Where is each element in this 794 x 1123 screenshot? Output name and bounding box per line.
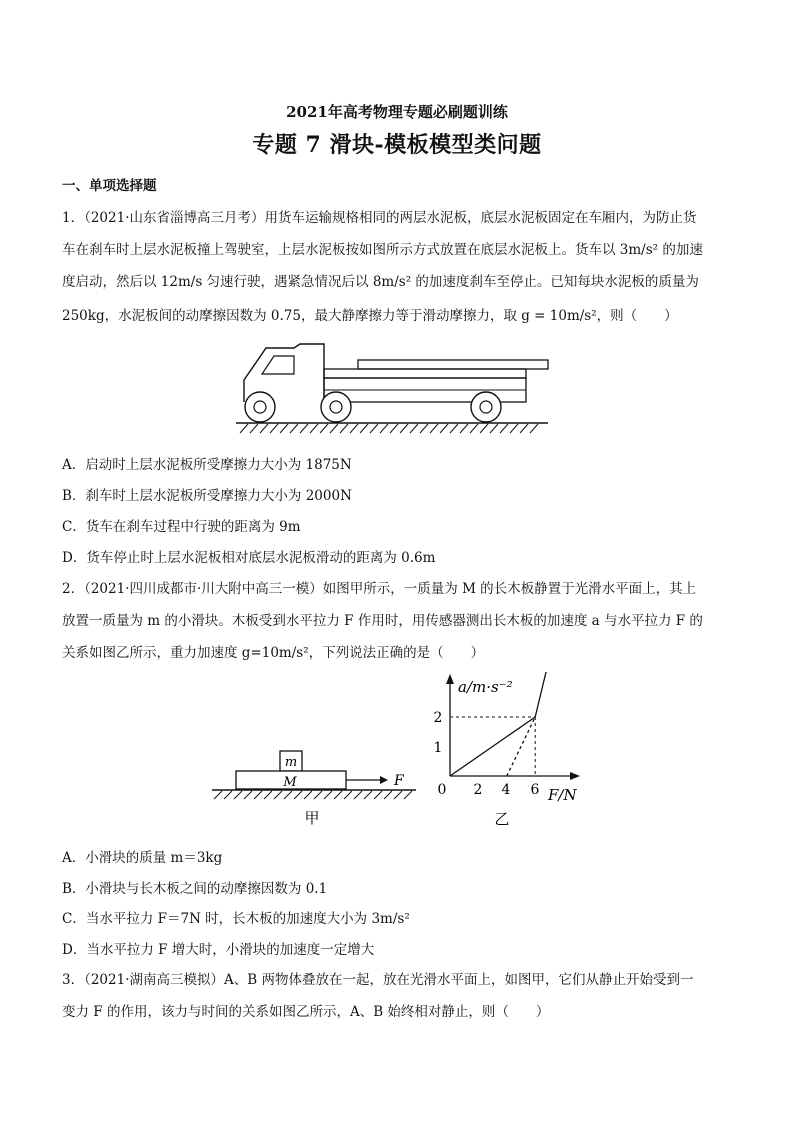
- a-f-graph: [430, 672, 600, 832]
- series-dashed-extension: [507, 717, 535, 776]
- q2-option-d: D．当水平拉力 F 增大时，小滑块的加速度一定增大: [62, 942, 375, 958]
- board-block-figure: [210, 745, 420, 830]
- q1-line-2: 车在刹车时上层水泥板撞上驾驶室，上层水泥板按如图所示方式放置在底层水泥板上。货车以 3m/s² 的加速: [62, 242, 703, 258]
- q1-option-d: D．货车停止时上层水泥板相对底层水泥板滑动的距离为 0.6m: [62, 550, 436, 566]
- x-axis-label: F/N: [548, 786, 577, 804]
- caption-yi: 乙: [494, 810, 510, 828]
- wheel-rear: [471, 392, 501, 422]
- q1-line-4: 250kg，水泥板间的动摩擦因数为 0.75，最大静摩擦力等于滑动摩擦力，取 g = 10m/s²，则（ ）: [62, 308, 678, 324]
- upper-slab: [358, 360, 548, 369]
- y-axis-label: a/m·s⁻²: [458, 678, 513, 696]
- board-label-M: M: [283, 775, 297, 790]
- q2-option-b: B．小滑块与长木板之间的动摩擦因数为 0.1: [62, 881, 328, 897]
- x-tick-2: 2: [473, 782, 483, 798]
- q2-line-2: 放置一质量为 m 的小滑块。木板受到水平拉力 F 作用时，用传感器测出长木板的加速度 a 与水平拉力 F 的: [62, 613, 703, 629]
- q2-option-a: A．小滑块的质量 m＝3kg: [62, 850, 223, 866]
- doc-subtitle: 2021年高考物理专题必刷题训练: [286, 103, 508, 121]
- q1-line-3: 度启动，然后以 12m/s 匀速行驶，遇紧急情况后以 8m/s² 的加速度刹车至停止。已知每块水泥板的质量为: [62, 274, 699, 290]
- caption-jia: 甲: [304, 809, 320, 827]
- block-label-m: m: [284, 755, 298, 770]
- q3-line-1: 3．（2021·湖南高三模拟）A、B 两物体叠放在一起，放在光滑水平面上，如图甲，它们从静止开始受到一: [62, 972, 694, 988]
- q3-line-2: 变力 F 的作用，该力与时间的关系如图乙所示，A、B 始终相对静止，则（ ）: [62, 1004, 550, 1020]
- x-tick-6: 6: [530, 782, 540, 798]
- ground-hatch: [240, 424, 538, 433]
- y-tick-2: 2: [433, 710, 443, 726]
- q2-option-c: C．当水平拉力 F＝7N 时，长木板的加速度大小为 3m/s²: [62, 911, 410, 927]
- q1-line-1: 1．（2021·山东省淄博高三月考）用货车运输规格相同的两层水泥板，底层水泥板固定在车厢内，为防止货: [62, 210, 697, 226]
- y-tick-1: 1: [433, 740, 443, 756]
- wheel-middle: [321, 392, 351, 422]
- section-heading: 一、单项选择题: [62, 178, 157, 194]
- origin-label: 0: [437, 782, 447, 798]
- truck-figure: [236, 340, 556, 440]
- q1-option-c: C．货车在刹车过程中行驶的距离为 9m: [62, 519, 301, 535]
- x-tick-4: 4: [501, 782, 511, 798]
- q1-option-b: B．刹车时上层水泥板所受摩擦力大小为 2000N: [62, 488, 352, 504]
- cab-window: [262, 356, 294, 374]
- q1-option-a: A．启动时上层水泥板所受摩擦力大小为 1875N: [62, 457, 352, 473]
- force-label-F: F: [394, 773, 404, 789]
- q2-line-1: 2．（2021·四川成都市·川大附中高三一模）如图甲所示，一质量为 M 的长木板静置于光滑水平面上，其上: [62, 581, 697, 597]
- q2-line-3: 关系如图乙所示，重力加速度 g=10m/s²，下列说法正确的是（ ）: [62, 645, 485, 661]
- wheel-front: [245, 392, 275, 422]
- doc-title: 专题 7 滑块-模板模型类问题: [252, 132, 542, 158]
- lower-slab: [324, 369, 526, 378]
